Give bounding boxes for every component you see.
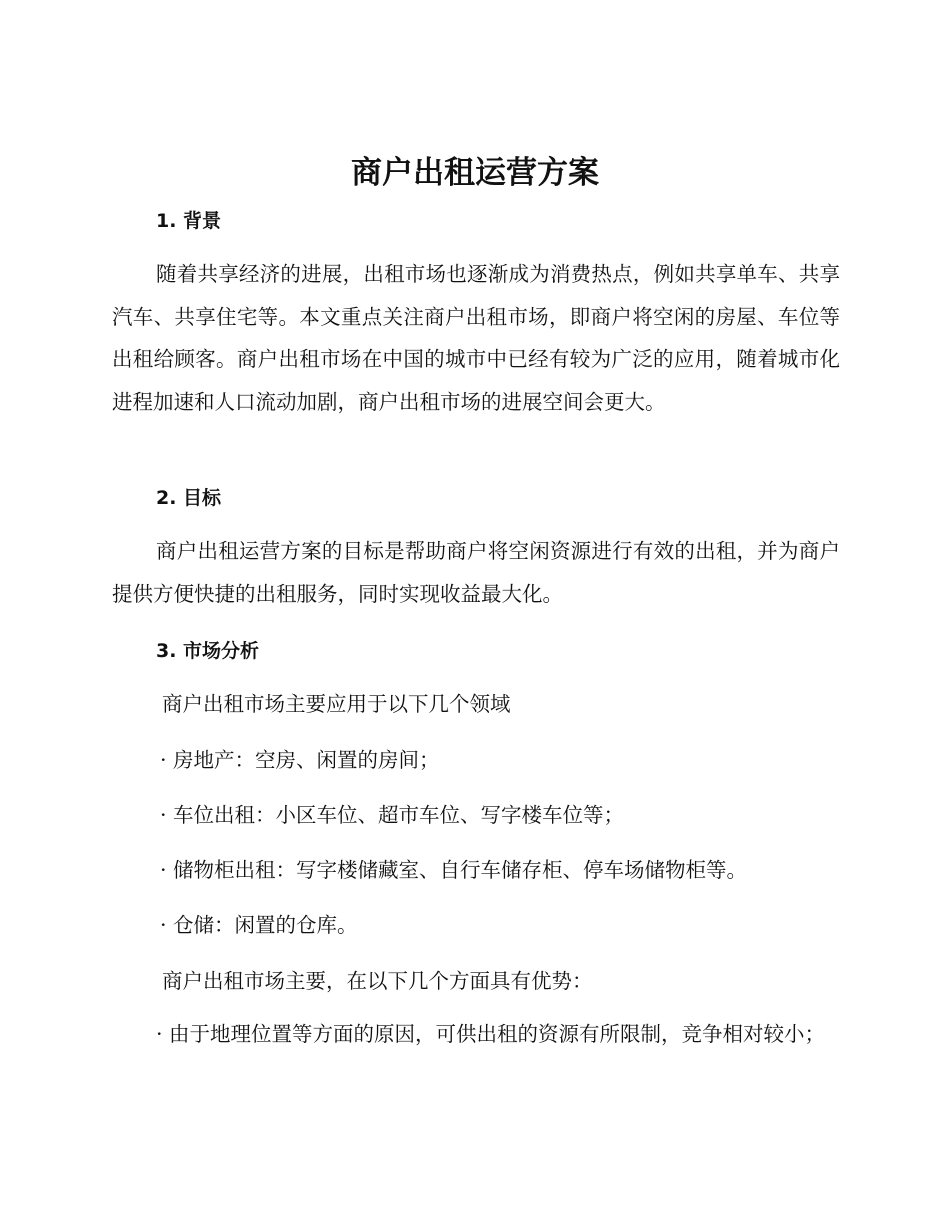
list-item: · 仓储：闲置的仓库。 — [160, 913, 358, 937]
section-paragraph-background: 随着共享经济的进展，出租市场也逐渐成为消费热点，例如共享单车、共享汽车、共享住宅等。本文重点关注商户出租市场，即商户将空闲的房屋、车位等出租给顾客。商户出租市场在中国的城市中已经有较为广泛的应用，随着城市化进程加速和人口流动加剧，商户出租市场的进展空间会更大。 — [112, 262, 840, 414]
market-intro-fields: 商户出租市场主要应用于以下几个领域 — [162, 692, 511, 716]
section-heading-goal: 2. 目标 — [156, 487, 222, 509]
list-item: · 房地产：空房、闲置的房间； — [160, 748, 440, 772]
list-item: · 由于地理位置等方面的原因，可供出租的资源有所限制，竞争相对较小； — [156, 1022, 826, 1046]
market-intro-advantages: 商户出租市场主要，在以下几个方面具有优势： — [162, 969, 593, 993]
list-item: · 储物柜出租：写字楼储藏室、自行车储存柜、停车场储物柜等。 — [160, 858, 748, 882]
page-title: 商户出租运营方案 — [351, 155, 599, 191]
section-heading-background: 1. 背景 — [156, 210, 222, 232]
section-heading-market-analysis: 3. 市场分析 — [156, 640, 260, 662]
list-item: · 车位出租：小区车位、超市车位、写字楼车位等； — [160, 803, 625, 827]
section-paragraph-goal: 商户出租运营方案的目标是帮助商户将空闲资源进行有效的出租，并为商户提供方便快捷的出租服务，同时实现收益最大化。 — [112, 539, 840, 606]
